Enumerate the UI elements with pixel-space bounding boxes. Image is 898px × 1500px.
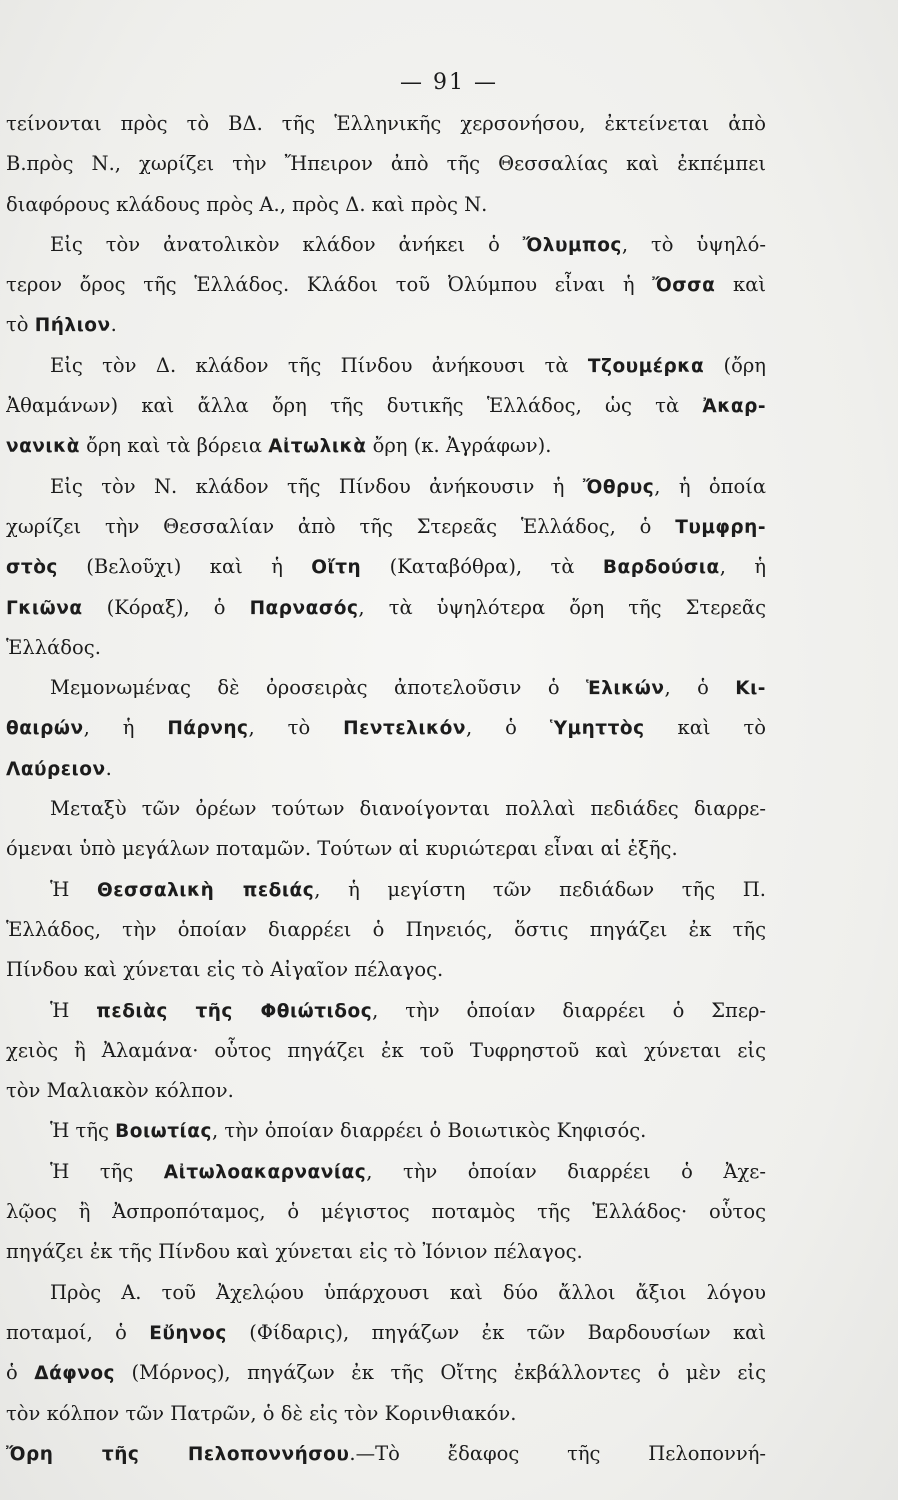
text-line: [6, 386, 766, 426]
text-line: [6, 507, 766, 547]
text-line: [6, 467, 766, 507]
text-line: [6, 547, 766, 587]
text-run: καὶ τὸ: [644, 716, 766, 740]
text-line: [6, 1111, 766, 1151]
text-line: [6, 225, 766, 265]
text-run: Πρὸς Α. τοῦ Ἀχελῴου ὑπάρχουσι καὶ δύο ἄλλοι ἄξιοι λόγου: [50, 1280, 766, 1304]
text-line: [6, 346, 766, 386]
bold-term: στὸς: [6, 557, 58, 579]
text-run: καὶ: [715, 273, 766, 297]
text-run: Ἡ: [50, 877, 98, 901]
text-line: [6, 991, 766, 1031]
text-run: ὁ: [6, 1361, 35, 1385]
text-run: τὸν Μαλιακὸν κόλπον.: [6, 1079, 234, 1103]
text-line: [6, 829, 766, 869]
bold-term: θαιρών: [6, 718, 84, 740]
text-line: [6, 1273, 766, 1313]
text-run: ὄρη (κ. Ἀγράφων).: [366, 434, 552, 458]
text-run: Μεμονωμένας δὲ ὀροσειρὰς ἀποτελοῦσιν ὁ: [50, 676, 587, 700]
text-run: Ἑλλάδος, τὴν ὁποίαν διαρρέει ὁ Πηνειός, ὅστις πηγάζει ἐκ τῆς: [6, 917, 766, 941]
text-run: .: [110, 313, 117, 337]
text-run: Μεταξὺ τῶν ὀρέων τούτων διανοίγονται πολλαὶ πεδιάδες διαρρε-: [50, 797, 766, 821]
bold-term: Ὄθρυς: [582, 476, 655, 498]
bold-term: Αἰτωλικὰ: [268, 436, 367, 458]
text-run: ποταμοί, ὁ: [6, 1320, 150, 1344]
bold-term: Δάφνος: [34, 1363, 116, 1385]
text-run: τὸ: [6, 313, 35, 337]
text-run: λῷος ἢ Ἀσπροπόταμος, ὁ μέγιστος ποταμὸς τῆς Ἑλλάδος· οὗτος: [6, 1200, 766, 1224]
text-line: [6, 789, 766, 829]
text-run: Εἰς τὸν Δ. κλάδον τῆς Πίνδου ἀνήκουσι τὰ: [50, 353, 588, 377]
bold-term: Πήλιον: [34, 315, 111, 337]
bold-term: Πεντελικόν: [343, 718, 466, 740]
text-line: [6, 104, 766, 144]
bold-term: Εὔηνος: [149, 1322, 227, 1344]
text-line: [6, 950, 766, 990]
text-run: , τὰ ὑψηλότερα ὄρη τῆς Στερεᾶς: [358, 595, 766, 619]
text-run: , τὸ: [248, 716, 344, 740]
text-line: [6, 1152, 766, 1192]
text-run: πηγάζει ἐκ τῆς Πίνδου καὶ χύνεται εἰς τὸ Ἰόνιον πέλαγος.: [6, 1240, 583, 1264]
text-line: [6, 1394, 766, 1434]
text-run: .: [105, 756, 112, 780]
text-run: τὸν κόλπον τῶν Πατρῶν, ὁ δὲ εἰς τὸν Κορινθιακόν.: [6, 1401, 517, 1425]
text-run: , τὸ ὑψηλό-: [621, 232, 766, 256]
text-run: Εἰς τὸν Ν. κλάδον τῆς Πίνδου ἀνήκουσιν ἡ: [50, 474, 583, 498]
text-run: Ἡ τῆς: [50, 1159, 164, 1183]
text-run: Ἡ τῆς: [50, 1119, 116, 1143]
text-run: , ἡ μεγίστη τῶν πεδιάδων τῆς Π.: [314, 877, 766, 901]
bold-term: Τυμφρη-: [675, 516, 766, 538]
text-run: τερον ὄρος τῆς Ἑλλάδος. Κλάδοι τοῦ Ὀλύμπου εἶναι ἡ: [6, 273, 653, 297]
text-run: (Βελοῦχι) καὶ ἡ: [57, 555, 312, 579]
text-run: διαφόρους κλάδους πρὸς Α., πρὸς Δ. καὶ πρὸς Ν.: [6, 192, 488, 216]
bold-term: Πάρνης: [167, 718, 249, 740]
text-line: [6, 1232, 766, 1272]
text-line: [6, 628, 766, 668]
text-line: [6, 144, 766, 184]
text-run: χωρίζει τὴν Θεσσαλίαν ἀπὸ τῆς Στερεᾶς Ἑλλάδος, ὁ: [6, 514, 676, 538]
bold-term: πεδιὰς τῆς Φθιώτιδος: [96, 1000, 373, 1022]
text-line: [6, 1353, 766, 1393]
text-line: [6, 185, 766, 225]
text-run: Ἡ: [50, 998, 97, 1022]
text-run: Πίνδου καὶ χύνεται εἰς τὸ Αἰγαῖον πέλαγος.: [6, 958, 444, 982]
bold-term: Ὄρη τῆς Πελοποννήσου: [6, 1443, 350, 1465]
bold-term: Τζουμέρκα: [587, 355, 705, 377]
text-run: (Καταβόθρα), τὰ: [361, 555, 603, 579]
text-run: χειὸς ἢ Ἀλαμάνα· οὗτος πηγάζει ἐκ τοῦ Τυφρηστοῦ καὶ χύνεται εἰς: [6, 1038, 766, 1062]
bold-term: Οἴτη: [311, 557, 362, 579]
bold-term: Βαρδούσια: [602, 557, 720, 579]
bold-term: Αἰτωλοακαρνανίας: [163, 1161, 367, 1183]
text-run: ὄρη καὶ τὰ βόρεια: [79, 434, 269, 458]
text-run: (Κόραξ), ὁ: [82, 595, 250, 619]
text-line: [6, 1313, 766, 1353]
text-run: .—Τὸ ἔδαφος τῆς Πελοποννή-: [349, 1441, 766, 1465]
text-run: Β.πρὸς Ν., χωρίζει τὴν Ἤπειρον ἀπὸ τῆς Θεσσαλίας καὶ ἐκπέμπει: [6, 152, 766, 176]
text-run: Εἰς τὸν ἀνατολικὸν κλάδον ἀνήκει ὁ: [50, 232, 523, 256]
text-line: [6, 588, 766, 628]
text-line: [6, 426, 766, 466]
text-run: τείνονται πρὸς τὸ ΒΔ. τῆς Ἑλληνικῆς χερσονήσου, ἐκτείνεται ἀπὸ: [6, 112, 766, 135]
text-run: , τὴν ὁποίαν διαρρέει ὁ Ἀχε-: [366, 1159, 766, 1183]
text-run: , τὴν ὁποίαν διαρρέει ὁ Βοιωτικὸς Κηφισός.: [211, 1119, 647, 1143]
bold-term: Λαύρειον: [6, 758, 106, 780]
text-run: , ὁ: [465, 716, 550, 740]
text-line: [6, 1434, 766, 1474]
text-line: [6, 1031, 766, 1071]
body-text: [6, 104, 766, 1474]
text-run: , ἡ: [83, 716, 168, 740]
bold-term: Βοιωτίας: [115, 1121, 212, 1143]
bold-term: Ὄσσα: [652, 275, 716, 297]
text-run: , ὁ: [664, 676, 736, 700]
text-run: (ὄρη: [704, 353, 766, 377]
text-line: [6, 910, 766, 950]
text-line: [6, 708, 766, 748]
text-run: , τὴν ὁποίαν διαρρέει ὁ Σπερ-: [372, 998, 766, 1022]
bold-term: Κι-: [735, 678, 766, 700]
text-run: , ἡ: [719, 555, 766, 579]
text-line: [6, 668, 766, 708]
text-line: [6, 749, 766, 789]
bold-term: Ἑλικών: [586, 678, 665, 700]
bold-term: Ὑμηττὸς: [549, 718, 645, 740]
text-line: [6, 870, 766, 910]
text-run: Ἀθαμάνων) καὶ ἄλλα ὄρη τῆς δυτικῆς Ἑλλάδος, ὡς τὰ: [6, 394, 703, 418]
text-run: όμεναι ὑπὸ μεγάλων ποταμῶν. Τούτων αἱ κυριώτεραι εἶναι αἱ ἑξῆς.: [6, 837, 678, 861]
page-number: — 91 —: [400, 70, 498, 95]
bold-term: Θεσσαλικὴ πεδιάς: [97, 879, 315, 901]
text-line: [6, 1192, 766, 1232]
bold-term: Γκιῶνα: [6, 597, 83, 619]
text-run: , ἡ ὁποία: [654, 474, 766, 498]
bold-term: Ἀκαρ-: [702, 396, 766, 418]
text-run: (Φίδαρις), πηγάζων ἐκ τῶν Βαρδουσίων καὶ: [226, 1320, 766, 1344]
text-line: [6, 305, 766, 345]
bold-term: Παρνασός: [249, 597, 359, 619]
bold-term: Ὄλυμπος: [522, 234, 622, 256]
bold-term: νανικὰ: [6, 436, 80, 458]
text-run: (Μόρνος), πηγάζων ἐκ τῆς Οἴτης ἐκβάλλοντες ὁ μὲν εἰς: [115, 1361, 766, 1385]
text-run: Ἑλλάδος.: [6, 635, 101, 659]
text-line: [6, 265, 766, 305]
text-line: [6, 1071, 766, 1111]
